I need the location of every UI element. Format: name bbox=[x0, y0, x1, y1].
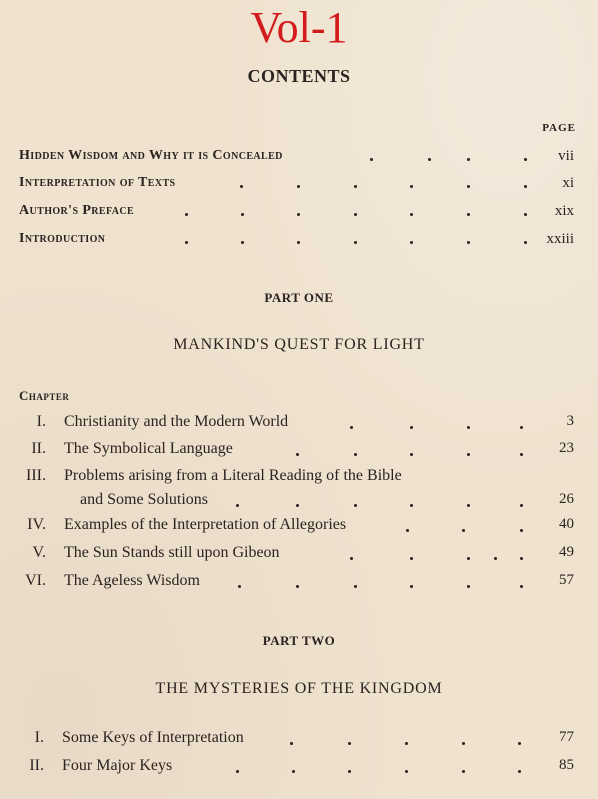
leader-dot bbox=[428, 158, 431, 161]
leader-dot bbox=[348, 770, 351, 773]
leader-dot bbox=[296, 504, 299, 507]
leader-dot bbox=[354, 241, 357, 244]
leader-dot bbox=[236, 504, 239, 507]
leader-dot bbox=[410, 504, 413, 507]
chapter-title: Four Major Keys bbox=[62, 757, 173, 774]
toc-chapter-row[interactable] bbox=[0, 467, 598, 515]
toc-chapter-row[interactable] bbox=[0, 729, 598, 753]
leader-dot bbox=[520, 557, 523, 560]
leader-dot bbox=[520, 504, 523, 507]
chapter-page: 57 bbox=[559, 572, 574, 588]
chapter-title: The Symbolical Language bbox=[64, 440, 233, 457]
toc-entry-title: Hidden Wisdom and Why it is Concealed bbox=[19, 148, 283, 163]
toc-chapter-row[interactable] bbox=[0, 572, 598, 596]
leader-dot bbox=[518, 770, 521, 773]
chapter-page: 26 bbox=[559, 491, 574, 507]
leader-dot bbox=[518, 742, 521, 745]
chapter-number: I. bbox=[36, 413, 46, 430]
leader-dot bbox=[240, 185, 243, 188]
leader-dot bbox=[236, 770, 239, 773]
leader-dot bbox=[354, 213, 357, 216]
chapter-title: Some Keys of Interpretation bbox=[62, 729, 244, 746]
leader-dot bbox=[467, 426, 470, 429]
leader-dot bbox=[354, 185, 357, 188]
leader-dot bbox=[348, 742, 351, 745]
chapter-heading: Chapter bbox=[19, 388, 70, 403]
leader-dot bbox=[296, 453, 299, 456]
toc-entry-front-matter[interactable] bbox=[0, 148, 598, 172]
toc-entry-page: xix bbox=[554, 203, 574, 219]
part-two-title: THE MYSTERIES OF THE KINGDOM bbox=[155, 680, 443, 697]
contents-title: CONTENTS bbox=[247, 66, 351, 86]
leader-dot bbox=[350, 426, 353, 429]
chapter-title: Examples of the Interpretation of Allegories bbox=[64, 516, 347, 533]
leader-dot bbox=[524, 213, 527, 216]
chapter-page: 40 bbox=[559, 516, 574, 532]
leader-dot bbox=[350, 557, 353, 560]
leader-dot bbox=[185, 213, 188, 216]
toc-chapter-row[interactable] bbox=[0, 544, 598, 568]
chapter-number: II. bbox=[29, 757, 44, 774]
leader-dot bbox=[410, 241, 413, 244]
toc-entry-page: vii bbox=[558, 148, 574, 164]
leader-dot bbox=[410, 453, 413, 456]
leader-dot bbox=[241, 213, 244, 216]
leader-dot bbox=[297, 241, 300, 244]
toc-entry-page: xxiii bbox=[546, 231, 574, 247]
chapter-title: Christianity and the Modern World bbox=[64, 413, 289, 430]
leader-dot bbox=[467, 504, 470, 507]
leader-dot bbox=[405, 742, 408, 745]
toc-entry-front-matter[interactable] bbox=[0, 203, 598, 227]
leader-dot bbox=[238, 585, 241, 588]
leader-dot bbox=[410, 426, 413, 429]
leader-dot bbox=[524, 241, 527, 244]
chapter-number: IV. bbox=[27, 516, 46, 533]
chapter-title: The Sun Stands still upon Gibeon bbox=[64, 544, 280, 561]
leader-dot bbox=[467, 241, 470, 244]
leader-dot bbox=[467, 158, 470, 161]
leader-dot bbox=[520, 426, 523, 429]
chapter-page: 49 bbox=[559, 544, 574, 560]
leader-dot bbox=[410, 557, 413, 560]
volume-label: Vol-1 bbox=[250, 3, 348, 52]
toc-chapter-row[interactable] bbox=[0, 516, 598, 540]
leader-dot bbox=[185, 241, 188, 244]
chapter-number: I. bbox=[34, 729, 44, 746]
chapter-page: 3 bbox=[566, 413, 574, 429]
leader-dot bbox=[292, 770, 295, 773]
leader-dot bbox=[297, 213, 300, 216]
toc-entry-page: xi bbox=[562, 175, 574, 191]
leader-dot bbox=[406, 529, 409, 532]
leader-dot bbox=[354, 504, 357, 507]
leader-dot bbox=[494, 557, 497, 560]
leader-dot bbox=[354, 453, 357, 456]
chapter-title-continued: and Some Solutions bbox=[80, 491, 209, 508]
chapter-number: II. bbox=[31, 440, 46, 457]
leader-dot bbox=[520, 585, 523, 588]
leader-dot bbox=[297, 185, 300, 188]
leader-dot bbox=[410, 585, 413, 588]
leader-dot bbox=[462, 742, 465, 745]
leader-dot bbox=[296, 585, 299, 588]
chapter-page: 23 bbox=[559, 440, 574, 456]
leader-dot bbox=[405, 770, 408, 773]
toc-chapter-row[interactable] bbox=[0, 440, 598, 464]
leader-dot bbox=[520, 453, 523, 456]
leader-dot bbox=[467, 185, 470, 188]
toc-chapter-row[interactable] bbox=[0, 413, 598, 437]
toc-entry-front-matter[interactable] bbox=[0, 175, 598, 199]
leader-dot bbox=[467, 557, 470, 560]
leader-dot bbox=[467, 213, 470, 216]
part-two-label: PART TWO bbox=[262, 633, 336, 648]
toc-entry-title: Introduction bbox=[19, 231, 106, 246]
leader-dot bbox=[467, 585, 470, 588]
leader-dot bbox=[524, 185, 527, 188]
chapter-title: The Ageless Wisdom bbox=[64, 572, 200, 589]
leader-dot bbox=[241, 241, 244, 244]
page-column-heading: PAGE bbox=[542, 122, 576, 134]
leader-dot bbox=[467, 453, 470, 456]
toc-entry-title: Interpretation of Texts bbox=[19, 175, 176, 190]
leader-dot bbox=[370, 158, 373, 161]
chapter-number: V. bbox=[32, 544, 46, 561]
leader-dot bbox=[462, 529, 465, 532]
chapter-title: Problems arising from a Literal Reading of the Bible bbox=[64, 467, 402, 484]
leader-dot bbox=[524, 158, 527, 161]
leader-dot bbox=[410, 185, 413, 188]
toc-entry-front-matter[interactable] bbox=[0, 231, 598, 255]
leader-dot bbox=[290, 742, 293, 745]
leader-dot bbox=[354, 585, 357, 588]
leader-dot bbox=[410, 213, 413, 216]
toc-chapter-row[interactable] bbox=[0, 757, 598, 781]
leader-dot bbox=[520, 529, 523, 532]
chapter-page: 77 bbox=[559, 729, 574, 745]
toc-entry-title: Author's Preface bbox=[19, 203, 135, 218]
chapter-page: 85 bbox=[559, 757, 574, 773]
chapter-number: III. bbox=[26, 467, 46, 484]
leader-dot bbox=[462, 770, 465, 773]
part-one-label: PART ONE bbox=[264, 290, 334, 305]
part-one-title: MANKIND'S QUEST FOR LIGHT bbox=[173, 336, 425, 353]
chapter-number: VI. bbox=[25, 572, 46, 589]
